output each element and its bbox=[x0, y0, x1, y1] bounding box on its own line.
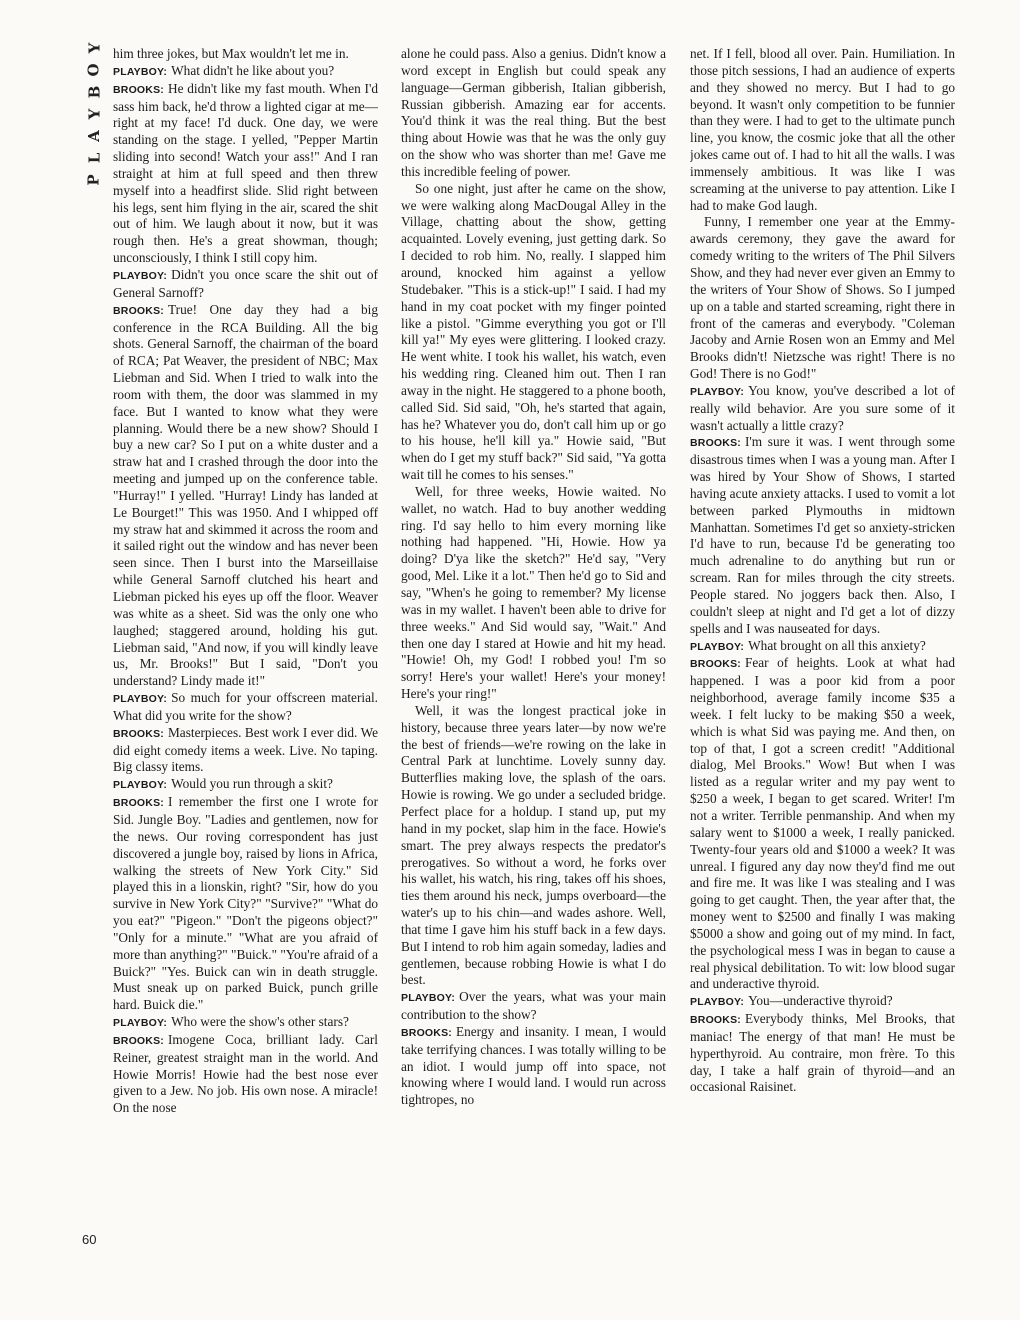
paragraph bbox=[401, 46, 666, 181]
paragraph bbox=[690, 993, 955, 1011]
paragraph-text: True! One day they had a big conference in the RCA Building. All the big shots. General Sarnoff, the chairman of the board of RCA; Pat Weaver, the president of NBC; Max Liebman and Sid. When I tried to walk into the room with them, the door was slammed in my face. But I wanted to know what they were planning. Would there be a new show? Should I buy a new car? So I put on a white duster and a straw hat and I crashed through the door into the meeting and jumped up on the conference table. "Hurray!" I yelled. "Hurray! Lindy has landed at Le Bourget!" This was 1950. And I whipped off my straw hat and skimmed it across the room and it sailed right out the window and has never been seen since. Then I burst into the Marseillaise while General Sarnoff clutched his heart and Liebman picked his eyes up off the floor. Weaver was white as a sheet. Sid was the only one who laughed; staggered around, holding his gut. Liebman said, "And now, if you will kindly leave us, Mr. Brooks!" But I said, "Don't you understand? Lindy made it!" bbox=[113, 301, 378, 689]
speaker-label: BROOKS: bbox=[690, 437, 741, 450]
magazine-brand-vertical bbox=[86, 40, 102, 188]
paragraph-text: So one night, just after he came on the show, we were walking along MacDougal Alley in the Village, chatting about the show, getting acquainted. Lovely evening, just getting dark. So I decided to rob him. No, really. I slapped him around, knocked him against a yellow Studebaker. "This is a stick-up!" I said. I had my hand in my coat pocket with my finger pointed like a pistol. "Gimme everything you got or I'll kill ya!" My eyes were glittering. I looked crazy. He went white. I took his wallet, his watch, even his wedding ring. Cleaned him out. Then I ran away in the night. He staggered to a phone booth, called Sid. Sid said, "Oh, he's started that again, has he? Whatever you do, don't call him up or go to his house, he'll kill ya." Howie said, "But when do I get my stuff back?" Sid said, "Ya gotta wait till he comes to his senses." bbox=[401, 180, 666, 483]
paragraph-text: He didn't like my fast mouth. When I'd sass him back, he'd throw a lighted cigar at me—right at my face! I'd duck. One day, we were standing on the stage. I yelled, "Pepper Martin sliding into second! Watch your ass!" And I ran straight at him at full speed and then threw myself into a headfirst slide. Slid right between his legs, sent him flying in the air, scared the shit out of him. We laugh about it now, but it was rough then. He's a great showman, though; unconsciously, I think I still copy him. bbox=[113, 80, 378, 266]
speaker-label: BROOKS: bbox=[690, 658, 741, 671]
paragraph bbox=[113, 1032, 378, 1117]
paragraph bbox=[401, 989, 666, 1024]
speaker-label: BROOKS: bbox=[113, 83, 164, 96]
speaker-label: BROOKS: bbox=[113, 304, 164, 317]
speaker-label: PLAYBOY: bbox=[113, 693, 168, 706]
speaker-label: PLAYBOY: bbox=[690, 385, 745, 398]
paragraph-text: So much for your offscreen material. What did you write for the show? bbox=[113, 690, 378, 723]
paragraph-text: Fear of heights. Look at what had happened. I was a poor kid from a poor neighborhood, average family income $35 a week. I felt lucky to be making $50 a week, which is what Sid was paying me. And then, on top of that, I got a screen credit! "Additional dialog, Mel Brooks." Wow! But when I was listed as a regular writer and my pay went to $250 a week, I began to get scared. Writer! I'm not a writer. Terrible penmanship. And when my salary went to $1000 a week, I really panicked. Twenty-four years old and $1000 a week? It was unreal. I figured any day now they'd find me out and fire me. It was like I was stealing and I was going to get caught. Then, the year after that, the money went to $2500 and finally I was making $5000 a show and going out of my mind. In fact, the psychological mess I was in began to cause a real physical debilitation. To wit: low blood sugar and underactive thyroid. bbox=[690, 655, 955, 992]
speaker-label: BROOKS: bbox=[113, 797, 164, 810]
paragraph bbox=[113, 46, 378, 63]
paragraph bbox=[401, 484, 666, 703]
paragraph bbox=[113, 267, 378, 302]
speaker-label: PLAYBOY: bbox=[113, 65, 168, 78]
speaker-label: BROOKS: bbox=[401, 1026, 452, 1039]
paragraph bbox=[690, 1011, 955, 1096]
paragraph bbox=[401, 181, 666, 484]
paragraph-text: I'm sure it was. I went through some disastrous times when I was a young man. After I was hired by Your Show of Shows, I started having acute anxiety attacks. I used to vomit a lot between parked Plymouths in midtown Manhattan. Sometimes I'd get so anxiety-stricken I'd have to run, because I'd be generating too much adrenaline to do anything but run or scream. Ran for miles through the city streets. People stared. No joggers back then. Also, I couldn't sleep at night and I'd get a lot of dizzy spells and I was nauseated for days. bbox=[690, 434, 955, 636]
paragraph-text: Didn't you once scare the shit out of General Sarnoff? bbox=[113, 266, 378, 300]
paragraph-text: You—underactive thyroid? bbox=[748, 993, 893, 1009]
paragraph-text: Everybody thinks, Mel Brooks, that maniac! The energy of that man! He must be hyperthyroid. Au contraire, mon frère. To this day, I take a half grain of thyroid—and an occasional Raisinet. bbox=[690, 1011, 955, 1095]
speaker-label: PLAYBOY: bbox=[113, 269, 168, 282]
paragraph-text: What brought on all this anxiety? bbox=[748, 637, 926, 653]
text-column-3 bbox=[690, 46, 955, 1274]
paragraph-text: Funny, I remember one year at the Emmy-awards ceremony, they gave the award for comedy writing to the writers of The Phil Silvers Show, and they had never ever given an Emmy to the writers of Your Show of Shows. So I jumped up on a table and started screaming, right there in front of the cameras and everybody. "Coleman Jacoby and Arnie Rosen won an Emmy and Mel Brooks didn't! Nietzsche was right! There is no God! There is no God!" bbox=[690, 214, 955, 382]
paragraph bbox=[113, 63, 378, 81]
speaker-label: BROOKS: bbox=[113, 727, 164, 740]
paragraph bbox=[401, 703, 666, 989]
speaker-label: PLAYBOY: bbox=[113, 1017, 168, 1030]
paragraph bbox=[113, 81, 378, 267]
brand-letter: P bbox=[85, 174, 103, 186]
brand-letter: Y bbox=[85, 108, 103, 120]
text-column-1 bbox=[113, 46, 378, 1274]
paragraph-text: alone he could pass. Also a genius. Didn't know a word except in English but could speak any language—German gibberish, Italian gibberish, Russian gibberish. Amazing ear for accents. You'd think it was the real thing. But the best thing about Howie was that he was the only guy on the show who was shorter than me! Gave me this incredible feeling of power. bbox=[401, 46, 666, 179]
brand-letter: A bbox=[84, 130, 103, 142]
paragraph-text: Over the years, what was your main contribution to the show? bbox=[401, 989, 666, 1023]
paragraph-text: Masterpieces. Best work I ever did. We did eight comedy items a week. Live. No taping. Big classy items. bbox=[113, 724, 378, 775]
paragraph-text: What didn't he like about you? bbox=[171, 62, 335, 78]
speaker-label: BROOKS: bbox=[113, 1034, 164, 1047]
paragraph bbox=[690, 655, 955, 993]
paragraph-text: Who were the show's other stars? bbox=[171, 1014, 349, 1030]
paragraph bbox=[690, 638, 955, 656]
speaker-label: PLAYBOY: bbox=[113, 779, 168, 792]
page-number: 60 bbox=[82, 1232, 97, 1247]
paragraph-text: Well, for three weeks, Howie waited. No wallet, no watch. Had to buy another wedding ring. I'd say hello to him every morning like nothing had happened. "Hi, Howie. How ya doing? D'ya like the sketch?" He'd say, "Very good, Mel. Like it a lot." Then he'd go to Sid and say, "When's he going to remember? My license was in my wallet. I haven't been able to drive for three weeks." And Sid would say, "Wait." And then one day I stared at Howie and hit my head. "Howie! Oh, my God! I robbed you! I'm so sorry! Here's your wallet! Here's your money! Here's your ring!" bbox=[401, 483, 666, 702]
paragraph-text: Energy and insanity. I mean, I would take terrifying chances. I was totally willing to be an idiot. I would jump off into space, not knowing where I would land. I would run across tightropes, no bbox=[401, 1023, 666, 1108]
paragraph bbox=[690, 46, 955, 214]
paragraph-text: him three jokes, but Max wouldn't let me in. bbox=[113, 46, 349, 61]
speaker-label: BROOKS: bbox=[690, 1014, 741, 1027]
paragraph-text: Imogene Coca, brilliant lady. Carl Reiner, greatest straight man in the world. And Howie Morris! Howie had the best nose ever given to a Jew. No job. His own nose. A miracle! On the nose bbox=[113, 1031, 378, 1116]
speaker-label: PLAYBOY: bbox=[401, 992, 456, 1005]
paragraph bbox=[113, 690, 378, 725]
paragraph bbox=[690, 434, 955, 637]
paragraph bbox=[690, 214, 955, 382]
text-column-2 bbox=[401, 46, 666, 1274]
paragraph bbox=[401, 1024, 666, 1109]
paragraph bbox=[113, 725, 378, 777]
brand-letter: B bbox=[85, 85, 103, 99]
paragraph bbox=[690, 383, 955, 435]
paragraph bbox=[113, 794, 378, 1014]
paragraph-text: net. If I fell, blood all over. Pain. Humiliation. In those pitch sessions, I had an audience of experts and they showed no mercy. But I had to go beyond. It wasn't only competition to be funnier than they were. I had to get to the ultimate punch line, you know, the cosmic joke that all the other jokes came out of. I had to hit all the walls. I was immensely ambitious. It was like I was screaming at the universe to pay attention. Like I had to make God laugh. bbox=[690, 46, 955, 213]
paragraph-text: Well, it was the longest practical joke in history, because three years later—by now we're the best of friends—we're rowing on the lake in Central Park at lunchtime. Lovely sunny day. Butterflies making love, the splash of the oars. Howie is rowing. We go under a secluded bridge. Perfect place for a holdup. I stand up, put my hand in my pocket, slap him in the face. Howie's smart. The prey always respects the predator's prerogatives. So without a word, he forks over his wallet, his watch, his ring, takes off his shoes, ties them around his neck, jumps overboard—the water's up to his chin—and wades ashore. Well, that time I gave him his stuff back in a few days. But I intend to rob him again someday, ladies and gentlemen, because robbing Howie is what I do best. bbox=[401, 702, 666, 988]
brand-letter: Y bbox=[85, 42, 103, 54]
paragraph-text: I remember the first one I wrote for Sid. Jungle Boy. "Ladies and gentlemen, now for the news. Our roving correspondent has just discovered a jungle boy, raised by lions in Africa, walking the streets of New York City." Sid played this in a lionskin, right? "Sir, how do you survive in New York City?" "Survive?" "What do you eat?" "Pigeon." "Don't the pigeons object?" "Only for a minute." "What are you afraid of more than anything?" "Buick." "You're afraid of a Buick?" "Yes. Buick can win in death struggle. Must sneak up on parked Buick, punch grille hard. Buick die." bbox=[113, 794, 378, 1013]
paragraph-text: Would you run through a skit? bbox=[171, 776, 333, 792]
paragraph bbox=[113, 302, 378, 690]
paragraph bbox=[113, 776, 378, 794]
brand-letter: L bbox=[84, 152, 103, 164]
brand-letter: O bbox=[84, 63, 103, 77]
speaker-label: PLAYBOY: bbox=[690, 996, 745, 1009]
paragraph bbox=[113, 1014, 378, 1032]
paragraph-text: You know, you've described a lot of really wild behavior. Are you sure some of it wasn't actually a little crazy? bbox=[690, 382, 955, 433]
speaker-label: PLAYBOY: bbox=[690, 640, 745, 653]
